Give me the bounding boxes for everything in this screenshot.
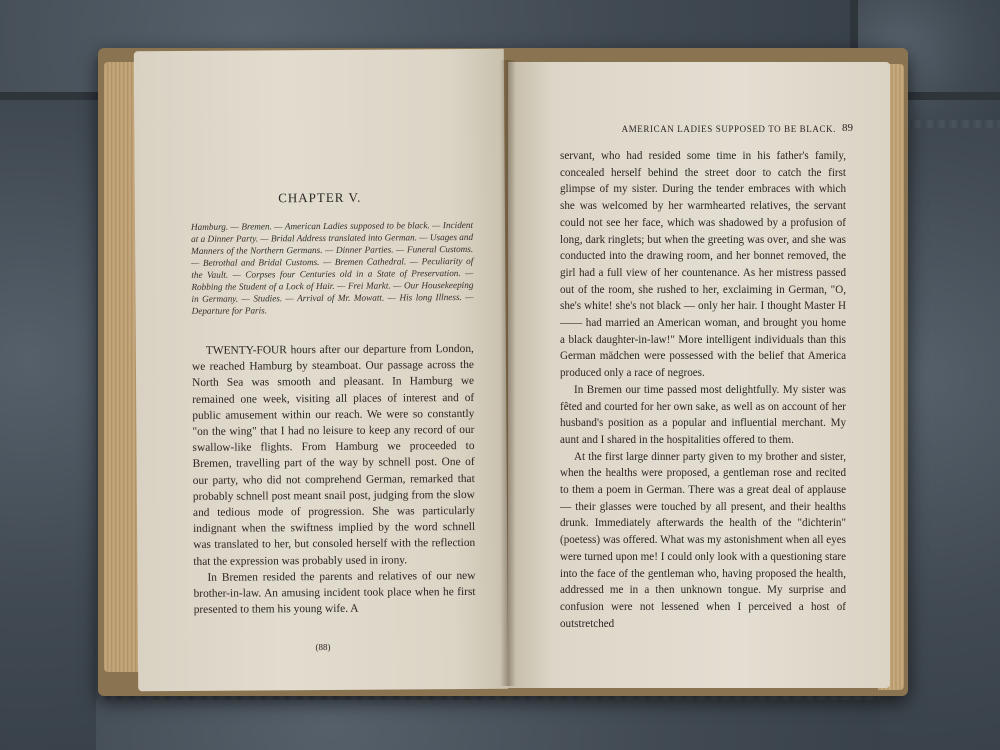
right-page-number: 89 (842, 122, 853, 134)
page-edges-left (104, 62, 138, 672)
floor-tile (96, 700, 880, 750)
paragraph: servant, who had resided some time in his father's family, concealed herself behind the street door to catch the first glimpse of my sister. During the tender embraces with which she was welcomed by her warmhearted relatives, the servant could not see her face, which was shadowed by a profusion of long, dark ringlets; but when the greeting was over, and she was conducted into the drawing room, and her bonnet removed, the girl had a full view of her countenance. As her mistress passed out of the room, she rushed to her, exclaiming in German, "O, she's white! she's not black — only her hair. I thought Master H—— had married an American woman, and brought you home a black daughter-in-law!" More intelligent individuals than this German mädchen were possessed with the belief that America produced only a race of negroes. (560, 150, 846, 380)
left-page-number: (88) (315, 641, 331, 653)
chapter-title: CHAPTER V. (278, 189, 362, 206)
book-gutter (500, 60, 516, 686)
right-page (508, 62, 890, 688)
paragraph: In Bremen our time passed most delightfully. My sister was fêted and courted for her own sake, as well as on account of her husband's position as a popular and influential merchant. My aunt and I shared in the hospitalities offered to them. (560, 383, 846, 446)
running-head: AMERICAN LADIES SUPPOSED TO BE BLACK. (621, 124, 836, 134)
right-body-text (560, 148, 846, 632)
floor-tile (0, 100, 96, 750)
left-body-text (192, 341, 476, 618)
paragraph: TWENTY-FOUR hours after our departure from London, we reached Hamburg by steamboat. Our passage across the North Sea was smooth and pleasant. In Hamburg we remained one week, visiting all places of interest and of public amusement within our reach. We were so constantly "on the wing" that I had no leisure to keep any record of our swallow-like flights. From Hamburg we proceeded to Bremen, travelling part of the way by schnell post. One of our party, who did not comprehend German, remarked that probably schnell post meant snail post, judging from the slow and tedious mode of progression. She was particularly indignant when the swiftness implied by the word schnell was translated to her, but consoled herself with the reflection that the expression was probably used in irony. (191, 342, 476, 568)
paragraph: In Bremen resided the parents and relatives of our new brother-in-law. An amusing incident took place when he first presented to them his young wife. A (193, 569, 476, 617)
paragraph: At the first large dinner party given to my brother and sister, when the healths were proposed, a gentleman rose and recited to them a poem in German. There was a great deal of applause — their glasses were touched by all present, and their healths drunk. Immediately afterwards the health of the "dichterin" (poetess) was offered. What was my astonishment when all eyes were turned upon me! I could only look with a questioning stare into the face of the gentleman who, having proposed the health, addressed me in a then unknown tongue. My surprise and confusion were not lessened when I perceived a host of outstretched (560, 450, 846, 630)
left-page (134, 49, 508, 692)
chapter-synopsis: Hamburg. — Bremen. — American Ladies supposed to be black. — Incident at a Dinner Party. — Bridal Address translated into German. — Usages and Manners of the Northern Germans. — Dinner Parties. — Funeral Customs. — Betrothal and Bridal Customs. — Bremen Cathedral. — Peculiarity of the Vault. — Corpses four Centuries old in a State of Preservation. — Robbing the Student of a Lock of Hair. — Frei Markt. — Our Housekeeping in Germany. — Studies. — Arrival of Mr. Mowatt. — His long Illness. — Departure for Paris. (190, 219, 474, 316)
